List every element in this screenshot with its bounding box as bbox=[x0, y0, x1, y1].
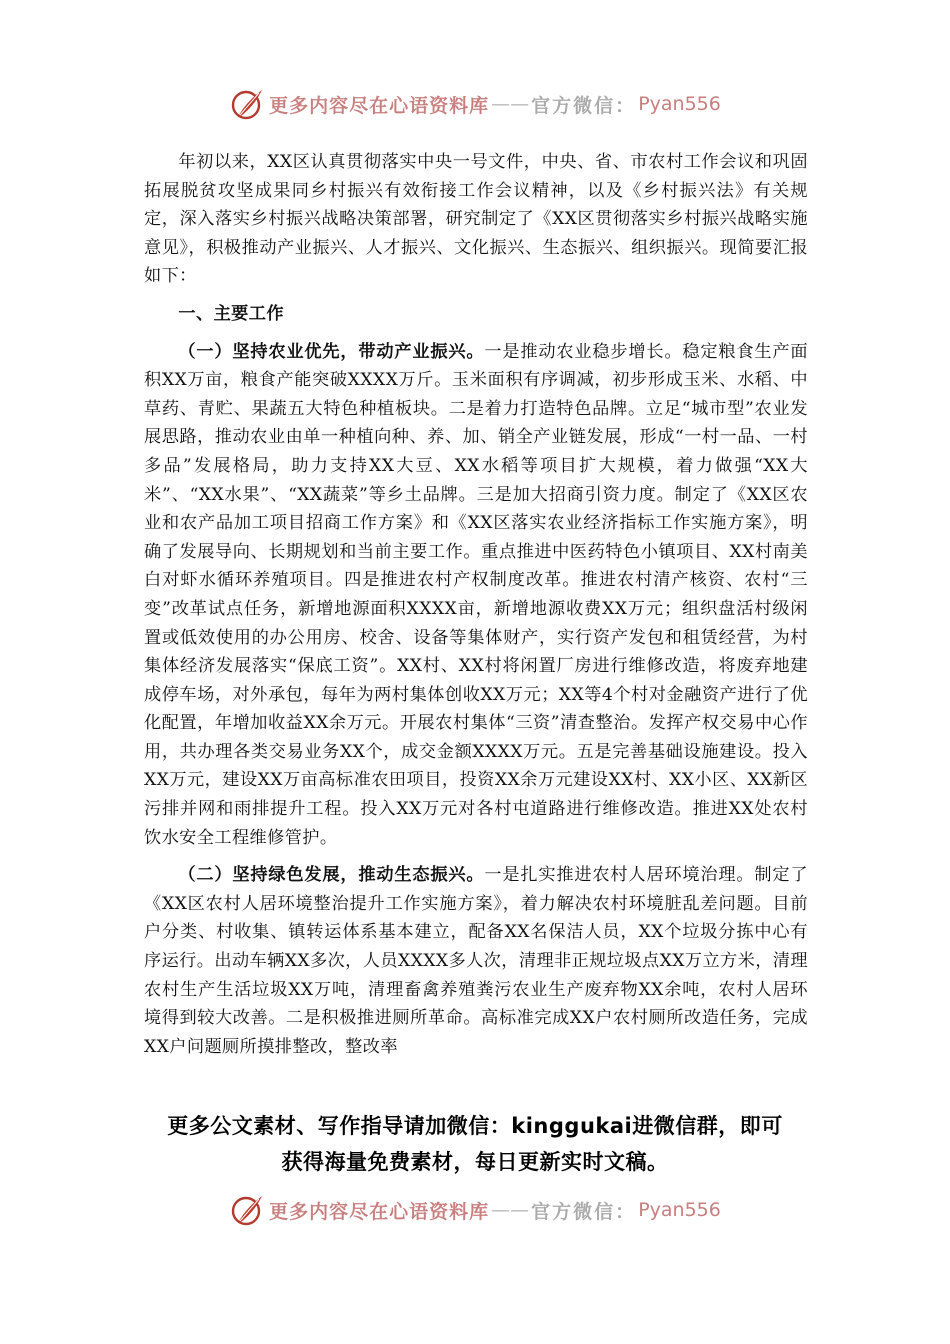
watermark-label: 官方微信： bbox=[531, 94, 637, 117]
watermark-dash: —— bbox=[491, 1199, 530, 1221]
promo-line-2: 获得海量免费素材，每日更新实时文稿。 bbox=[281, 1150, 669, 1174]
subsection-1-lead: （一）坚持农业优先，带动产业振兴。 bbox=[178, 341, 485, 362]
subsection-2-body: 一是扎实推进农村人居环境治理。制定了《XX区农村人居环境整治提升工作实施方案》，着力解决农村环境脏乱差问题。目前户分类、村收集、镇转运体系基本建立，配备XX名保洁人员，XX个垃圾分拣中心有序运行。出动车辆XX多次，人员XXXX多人次，清理非正规垃圾点XX万立方米，清理农村生产生活垃圾XX万吨，清理畜禽养殖粪污农业生产废弃物XX余吨，农村人居环境得到较大改善。二是积极推进厕所革命。高标准完成XX户农村厕所改造任务，完成XX户问题厕所摸排整改，整改率 bbox=[144, 865, 808, 1057]
subsection-1-paragraph bbox=[144, 338, 808, 853]
watermark-footer bbox=[0, 1190, 950, 1230]
subsection-1-body: 一是推动农业稳步增长。稳定粮食生产面积XX万亩，粮食产能突破XXXX万斤。玉米面积有序调减，初步形成玉米、水稻、中草药、青贮、果蔬五大特色种植板块。二是着力打造特色品牌。立足“城市型”农业发展思路，推动农业由单一种植向种、养、加、销全产业链发展，形成“一村一品、一村多品”发展格局，助力支持XX大豆、XX水稻等项目扩大规模，着力做强“XX大米”、“XX水果”、“XX蔬菜”等乡土品牌。三是加大招商引资力度。制定了《XX区农业和农产品加工项目招商工作方案》和《XX区落实农业经济指标工作实施方案》，明确了发展导向、长期规划和当前主要工作。重点推进中医药特色小镇项目、XX村南美白对虾水循环养殖项目。四是推进农村产权制度改革。推进农村清产核资、农村“三变”改革试点任务，新增地源面积XXXX亩，新增地源收费XX万元；组织盘活村级闲置或低效使用的办公用房、校舍、设备等集体财产，实行资产发包和租赁经营，为村集体经济发展落实“保底工资”。XX村、XX村将闲置厂房进行维修改造，将废弃地建成停车场，对外承包，每年为两村集体创收XX万元；XX等4个村对金融资产进行了优化配置，年增加收益XX余万元。开展农村集体“三资”清查整治。发挥产权交易中心作用，共办理各类交易业务XX个，成交金额XXXX万元。五是完善基础设施建设。投入XX万元，建设XX万亩高标准农田项目，投资XX余万元建设XX村、XX小区、XX新区污排并网和雨排提升工程。投入XX万元对各村屯道路进行维修改造。推进XX处农村饮水安全工程维修管护。 bbox=[144, 341, 808, 848]
watermark-header bbox=[0, 84, 950, 124]
quill-logo-icon bbox=[229, 1192, 265, 1228]
watermark-slogan: 更多内容尽在心语资料库 bbox=[269, 94, 490, 117]
watermark-wechat-id: Pyan556 bbox=[638, 1199, 721, 1221]
watermark-dash: —— bbox=[491, 93, 530, 115]
promo-line-1: 更多公文素材、写作指导请加微信：kinggukai进微信群，即可 bbox=[167, 1114, 783, 1138]
watermark-wechat-id: Pyan556 bbox=[638, 93, 721, 115]
watermark-label: 官方微信： bbox=[531, 1200, 637, 1223]
section-heading: 一、主要工作 bbox=[178, 303, 284, 324]
quill-logo-icon bbox=[229, 86, 265, 122]
intro-paragraph: 年初以来，XX区认真贯彻落实中央一号文件，中央、省、市农村工作会议和巩固拓展脱贫攻坚成果同乡村振兴有效衔接工作会议精神，以及《乡村振兴法》有关规定，深入落实乡村振兴战略决策部署，研究制定了《XX区贯彻落实乡村振兴战略实施意见》，积极推动产业振兴、人才振兴、文化振兴、生态振兴、组织振兴。现简要汇报如下： bbox=[144, 152, 808, 287]
subsection-2-lead: （二）坚持绿色发展，推动生态振兴。 bbox=[178, 865, 485, 886]
subsection-2-paragraph bbox=[144, 861, 808, 1061]
watermark-slogan: 更多内容尽在心语资料库 bbox=[269, 1200, 490, 1223]
document-body bbox=[144, 148, 808, 1061]
